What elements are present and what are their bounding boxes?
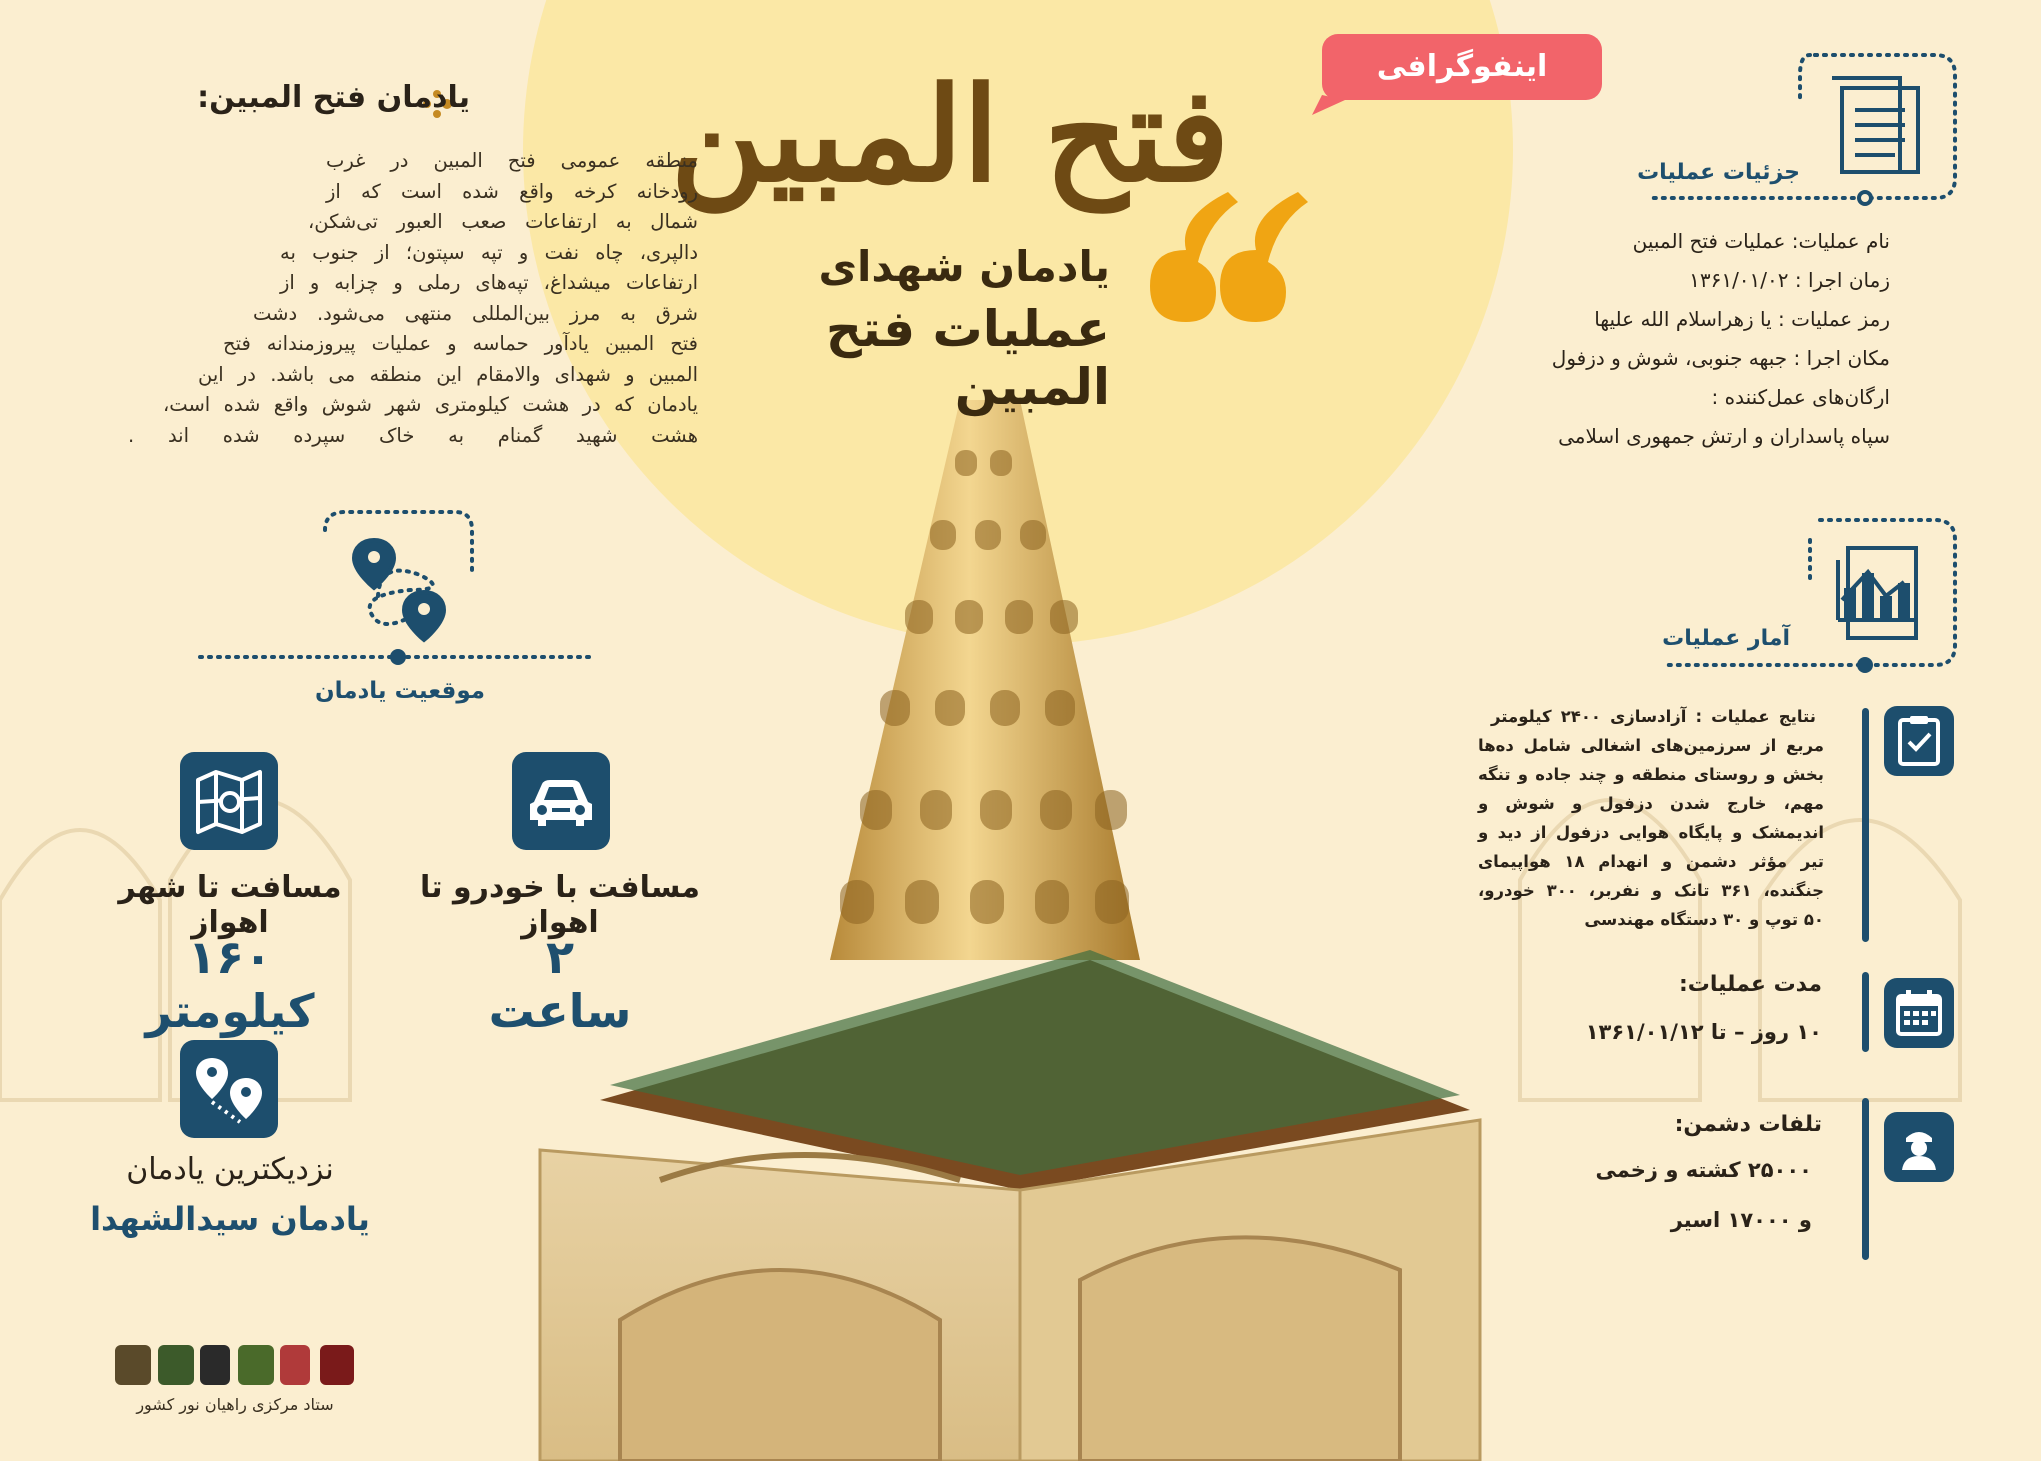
results-line: مربع از سرزمین‌های اشغالی شامل ده‌ها <box>1478 736 1824 755</box>
soldier-icon <box>1884 1112 1954 1182</box>
subtitle-line2: عملیات فتح المبین <box>825 300 1110 416</box>
results-line: نتایج عملیات : آزادسازی ۲۴۰۰ کیلومتر <box>1491 707 1816 726</box>
nearest-tile <box>180 1040 278 1138</box>
memorial-line: منطقه عمومی فتح المبین در غرب <box>326 149 698 172</box>
memorial-line: هشت شهید گمنام به خاک سپرده شده اند . <box>128 423 698 447</box>
route-icon <box>354 540 444 640</box>
logo-5 <box>280 1345 310 1385</box>
details-section-label: جزئیات عملیات <box>1637 160 1800 185</box>
results-text <box>1478 702 1824 934</box>
distance-city-value: ۱۶۰ کیلومتر <box>145 930 315 1038</box>
details-item: نام عملیات: عملیات فتح المبین <box>1632 229 1890 253</box>
casualties-line2: و ۱۷۰۰۰ اسیر <box>1670 1208 1812 1232</box>
main-title: فتح المبین <box>670 58 1230 211</box>
results-line: اندیمشک و پایگاه هوایی دزفول از دید و <box>1478 823 1824 842</box>
nearest-label: نزدیکترین یادمان <box>126 1152 334 1187</box>
casualties-heading: تلفات دشمن: <box>1674 1112 1822 1137</box>
results-line: تیر مؤثر دشمن و انهدام ۱۸ هواپیمای <box>1478 852 1824 871</box>
memorial-line: یادمان که در هشت کیلومتری شهر شوش واقع شده است، <box>163 393 698 416</box>
checklist-icon <box>1884 706 1954 776</box>
duration-value: ۱۰ روز – تا ۱۳۶۱/۰۱/۱۲ <box>1585 1020 1822 1044</box>
document-icon <box>1832 78 1918 172</box>
memorial-line: فتح المبین یادآور حماسه و عملیات پیروزمندانه فتح <box>223 332 698 355</box>
logo-1 <box>115 1345 151 1385</box>
casualties-line1: ۲۵۰۰۰ کشته و زخمی <box>1595 1158 1812 1182</box>
details-list <box>1500 222 1890 456</box>
logo-4 <box>238 1345 274 1385</box>
distance-city-label: مسافت تا شهر اهواز <box>118 870 342 940</box>
casualties-bar <box>1862 1098 1869 1260</box>
memorial-description <box>118 146 698 451</box>
calendar-icon <box>1884 978 1954 1048</box>
infographic-badge: اینفوگرافی <box>1322 34 1602 100</box>
car-tile <box>512 752 610 850</box>
organizations-text: ستاد مرکزی راهیان نور کشور <box>136 1395 334 1414</box>
calendar-tile <box>1884 978 1954 1048</box>
soldier-tile <box>1884 1112 1954 1182</box>
memorial-line: شمال به ارتفاعات صعب العبور تی‌شکن، <box>308 210 698 233</box>
details-item: سپاه پاسداران و ارتش جمهوری اسلامی <box>1558 424 1890 448</box>
memorial-line: دالپری، چاه نفت و تپه سپتون؛ از جنوب به <box>280 240 698 264</box>
memorial-line: المبین و شهدای والامقام این منطقه می باشد. در این <box>198 362 698 386</box>
results-line: ۵۰ توپ و ۳۰ دستگاه مهندسی <box>1584 910 1824 929</box>
logo-3 <box>200 1345 230 1385</box>
pins-icon <box>180 1040 278 1138</box>
location-label: موقعیت یادمان <box>314 678 486 704</box>
memorial-line: ارتفاعات میشداغ، تپه‌های رملی و چزابه و از <box>280 271 698 294</box>
results-line: بخش و روستای منطقه و چند جاده و تنگه <box>1478 765 1824 784</box>
results-bar <box>1862 708 1869 942</box>
nearest-value: یادمان سیدالشهدا <box>90 1200 370 1238</box>
memorial-line: شرق به مرز بین‌المللی منتهی می‌شود. دشت <box>253 301 698 325</box>
map-tile <box>180 752 278 850</box>
results-line: مهم، خارج شدن دزفول و شوش و <box>1478 794 1824 813</box>
checklist-tile <box>1884 706 1954 776</box>
logo-6 <box>320 1345 354 1385</box>
car-icon <box>512 752 610 850</box>
results-line: جنگنده، ۳۶۱ تانک و نفربر، ۳۰۰ خودرو، <box>1478 881 1824 900</box>
details-item: رمز عملیات : یا زهراسلام الله علیها <box>1594 307 1890 331</box>
map-icon <box>180 752 278 850</box>
distance-car-label: مسافت با خودرو تا اهواز <box>420 870 700 940</box>
distance-car-value: ۲ ساعت <box>488 930 632 1038</box>
duration-heading: مدت عملیات: <box>1679 972 1822 997</box>
details-item: ارگان‌های عمل‌کننده : <box>1711 385 1890 409</box>
memorial-heading: یادمان فتح المبین: <box>197 80 470 115</box>
details-item: مکان اجرا : جبهه جنوبی، شوش و دزفول <box>1551 346 1890 370</box>
subtitle-line1: یادمان شهدای <box>818 242 1110 291</box>
logo-2 <box>158 1345 194 1385</box>
chart-icon <box>1838 548 1916 638</box>
statistics-section-label: آمار عملیات <box>1662 626 1790 651</box>
memorial-line: رودخانه کرخه واقع شده است که از <box>326 179 698 203</box>
details-item: زمان اجرا : ۱۳۶۱/۰۱/۰۲ <box>1689 268 1890 292</box>
duration-bar <box>1862 972 1869 1052</box>
